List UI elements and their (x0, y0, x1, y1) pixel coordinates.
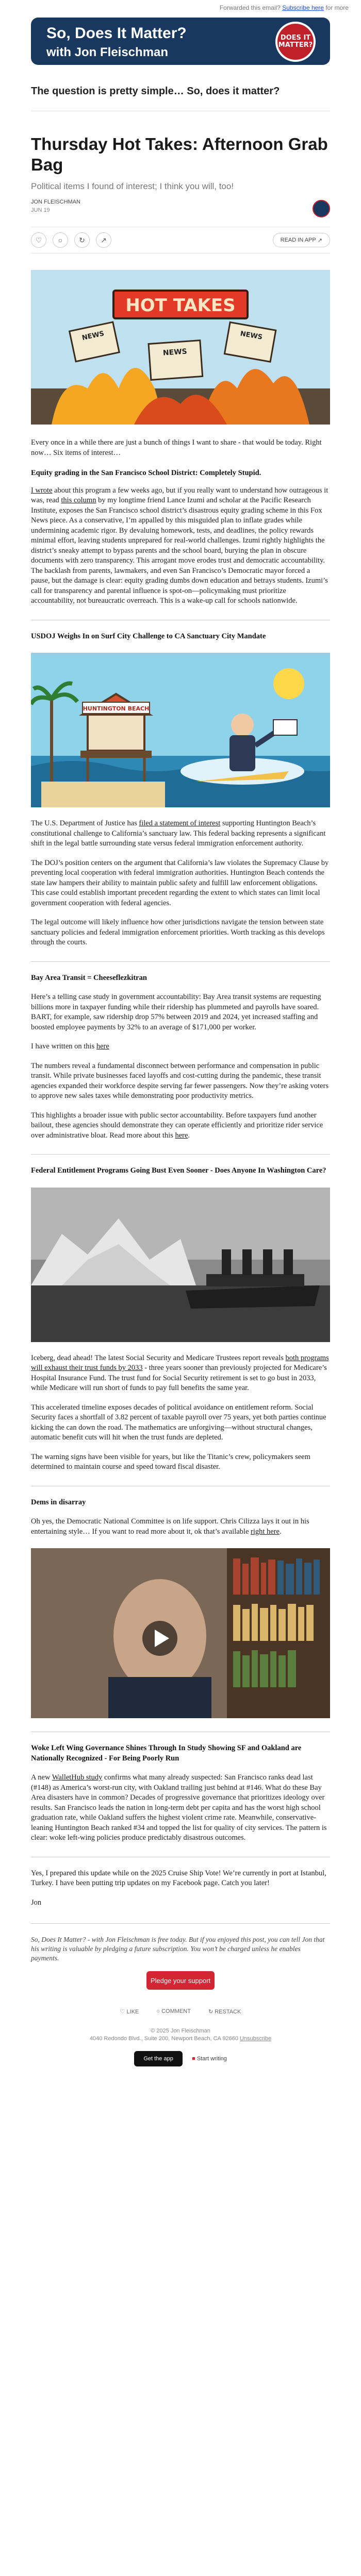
s6-p1-b: confirms what many already suspected: San Francisco ranks dead last (#148) as America’s worst-run city, with Oakland trailing just behind at #146. What do these Bay Area disasters have in common? Decades of progressive governance that prioritizes ideology over results. San Francisco leads the nation in long-term debt per capita and has the worst high school graduation rate, while Oakland suffers the highest violent crime rate. Meanwhile, conservative-leaning Huntington Beach ranked #34 and topped the list for quality of city services. The pattern is clear: woke left-wing policies produce predictably disastrous outcomes. (31, 1773, 327, 1842)
video-thumbnail[interactable] (31, 1548, 330, 1718)
iceberg-art (31, 1188, 330, 1342)
section-4-heading: Federal Entitlement Programs Going Bust Even Sooner - Does Anyone In Washington Care? (31, 1166, 326, 1175)
video-thumbnail-art (31, 1548, 330, 1718)
post-subtitle: Political items I found of interest; I think you will, too! (31, 181, 234, 191)
s3-p4-a: This highlights a broader issue with public sector accountability. Before taxpayers fund another bailout, these agencies should demonstrate they can operate efficiently and prioritize rider service over administrative bloat. Read more about this (31, 1111, 323, 1140)
pledge-note: So, Does It Matter? - with Jon Fleischman is free today. But if you enjoyed this post, you can tell Jon that his writing is valuable by pledging a future subscription. You won’t be charged unless he enables payments. (31, 1936, 325, 1962)
section-4-paragraph-1 (31, 1353, 330, 1394)
read-in-app-label: READ IN APP (280, 237, 316, 243)
brand-logo (275, 22, 316, 62)
footer-comment-button[interactable]: ○ COMMENT (156, 2008, 191, 2014)
section-divider (31, 961, 330, 962)
section-1-heading: Equity grading in the San Francisco School District: Completely Stupid. (31, 469, 261, 477)
s3-p2-a: I have written on this (31, 1042, 96, 1050)
s2-p1-a: The U.S. Department of Justice has (31, 819, 139, 827)
here-link-1[interactable]: here (96, 1042, 109, 1050)
restack-icon[interactable]: ↻ (74, 232, 90, 248)
wrote-link[interactable]: I wrote (31, 486, 53, 495)
section-5-heading: Dems in disarray (31, 1498, 86, 1506)
s3-p4-b: . (188, 1131, 190, 1140)
app-promo (0, 2051, 361, 2066)
section-4-paragraph-3: The warning signs have been visible for years, but like the Titanic’s crew, policymakers seem determined to maintain course and speed toward fiscal disaster. (31, 1452, 310, 1471)
section-1-paragraph (31, 486, 330, 606)
forward-tail: for more (325, 4, 349, 11)
this-column-link[interactable]: this column (61, 496, 96, 504)
read-in-app-button[interactable]: READ IN APP ↗ (273, 233, 330, 247)
pledge-button[interactable]: Pledge your support (146, 1971, 215, 1990)
copyright: © 2025 Jon Fleischman (151, 2028, 210, 2034)
huntington-art (31, 653, 330, 807)
s5-p1-a: Oh yes, the Democratic National Committee is on life support. Chris Cilizza lays it out in his entertaining style… If you want to read more about it, ok that’s available (31, 1517, 309, 1536)
news-label-2: NEWS (239, 330, 263, 342)
trust-funds-link[interactable]: both programs will exhaust their trust funds by 2033 (31, 1353, 329, 1372)
footer-restack-button[interactable]: ↻ RESTACK (208, 2009, 241, 2015)
footer-like-label: LIKE (126, 2009, 139, 2015)
start-writing-label: Start writing (196, 2056, 227, 2062)
here-link-2[interactable]: here (175, 1131, 188, 1140)
copyright-block (0, 2027, 361, 2043)
s6-p1-a: A new (31, 1773, 52, 1782)
get-the-app-button[interactable]: Get the app (134, 2051, 183, 2066)
post-actions-bar (31, 227, 330, 253)
footer-comment-label: COMMENT (161, 2008, 191, 2014)
closing-paragraph: Yes, I prepared this update while on the 2025 Cruise Ship Vote! We’re currently in port at Istanbul, Turkey. I have been putting trip updates on my Facebook page. Catch you later! (31, 1869, 326, 1887)
newsletter-banner[interactable] (31, 18, 330, 65)
section-6-paragraph (31, 1773, 330, 1843)
s5-p1-b: . (279, 1527, 282, 1536)
hot-takes-illustration (31, 270, 330, 425)
post-title[interactable]: Thursday Hot Takes: Afternoon Grab Bag (31, 134, 328, 174)
s1-rest: by my longtime friend Lance Izumi and scholar at the Pacific Research Institute, exposes the San Francisco school district’s disastrous equity grading scheme in this Fox News piece. As a conservative, I’m appalled by this misguided plan to inflate grades while undermining academic rigor. By devaluing homework, tests, and deadlines, the policy rewards minimal effort, leaving students unprepared for real-world challenges. Izumi rightly highlights the district’s sneaky attempt to bypass parents and the school board, burying the plan in obscure documents with zero transparency. This arrogant move erodes trust and democratic accountability. The backlash from parents, lawmakers, and even San Francisco’s Democratic mayor forced a pause, but the damage is clear: equity grading dumbs down education and betrays students. Izumi’s call for transparency and parental influence is spot-on—policymaking must prioritize accountability, not bureaucratic overreach. This is a wake-up call for schools nationwide. (31, 496, 328, 605)
address (0, 2035, 361, 2043)
hot-takes-sign-text: HOT TAKES (125, 295, 236, 316)
wallethub-link[interactable]: WalletHub study (52, 1773, 103, 1782)
section-2-paragraph-1 (31, 819, 330, 849)
footer-restack-label: RESTACK (215, 2009, 241, 2015)
huntington-beach-illustration (31, 653, 330, 807)
huntington-sign-text: HUNTINGTON BEACH (83, 705, 150, 712)
share-icon[interactable]: ↗ (96, 232, 111, 248)
brand-title: So, Does It Matter? (46, 25, 187, 42)
brand-subtitle: with Jon Fleischman (46, 45, 169, 59)
footer-actions (0, 2008, 361, 2015)
section-5-paragraph (31, 1517, 330, 1537)
hot-takes-art (31, 270, 330, 425)
news-label-3: NEWS (162, 347, 188, 358)
like-icon[interactable]: ♡ (31, 232, 46, 248)
news-label-1: NEWS (81, 330, 105, 342)
author-name[interactable]: JON FLEISCHMAN (31, 199, 80, 205)
unsubscribe-link[interactable]: Unsubscribe (239, 2036, 272, 2042)
iceberg-ship-image (31, 1188, 330, 1342)
statement-of-interest-link[interactable]: filed a statement of interest (139, 819, 221, 827)
forward-notice (0, 0, 361, 11)
section-divider (31, 1154, 330, 1155)
address-text: 4040 Redondo Blvd., Suite 200, Newport Beach, CA 92660 (89, 2036, 238, 2042)
section-2-paragraph-2: The DOJ’s position centers on the argument that California’s law violates the Supremacy Clause by preventing local cooperation with federal immigration authorities. Huntington Beach contends the state law hampers their ability to maintain public safety and fulfill law enforcement obligations. This case could establish important precedent regarding the extent to which states can limit local government cooperation with federal agencies. (31, 858, 329, 907)
logo-text-top: DOES IT (280, 34, 311, 42)
comment-icon[interactable]: ○ (53, 232, 68, 248)
section-3-paragraph-4 (31, 1111, 330, 1141)
footer-divider (31, 1923, 330, 1924)
signature: Jon (31, 1898, 42, 1907)
logo-text-bottom: MATTER? (278, 41, 313, 49)
section-4-paragraph-2: This accelerated timeline exposes decades of political avoidance on entitlement reform. Social Security faces a shortfall of 3.82 percent of taxable payroll over 75 years, yet both parties continue kicking the can down the road. The mathematics are unforgiving—without structural changes, automatic benefit cuts will hit when the trust funds are depleted. (31, 1403, 326, 1442)
byline (31, 199, 330, 222)
start-writing-link[interactable] (192, 2056, 227, 2062)
section-3-paragraph-1: Here’s a telling case study in government accountability: Bay Area transit systems are requesting billions more in taxpayer funding while their ridership has plummeted and payrolls have soared. BART, for example, saw ridership drop 57% between 2019 and 2024, yet increased staffing and boosted employee payments by 32% to an average of $171,000 per worker. (31, 993, 321, 1031)
subscribe-link[interactable]: Subscribe here (282, 4, 324, 11)
intro-paragraph: Every once in a while there are just a bunch of things I want to share - that would be today. Right now… Six items of interest… (31, 438, 322, 457)
s1-body: about this program a few weeks ago, but if you really want to understand how outrageous it was, read (31, 486, 329, 504)
tagline: The question is pretty simple… So, does it matter? (31, 86, 280, 97)
section-2-heading: USDOJ Weighs In on Surf City Challenge to CA Sanctuary City Mandate (31, 632, 266, 640)
section-3-paragraph-2 (31, 1042, 330, 1052)
section-3-heading: Bay Area Transit = Cheeseflezkitran (31, 973, 147, 982)
right-here-link[interactable]: right here (251, 1527, 280, 1536)
forward-text: Forwarded this email? (219, 4, 281, 11)
s4-p1-a: Iceberg, dead ahead! The latest Social Security and Medicare Trustees report reveals (31, 1353, 286, 1362)
s2-p1-b: supporting Huntington Beach’s constitutional challenge to California’s sanctuary law. This federal backing represents a significant shift in the legal battle surrounding state versus federal immigration enforcement authority. (31, 819, 326, 848)
author-avatar[interactable] (313, 200, 330, 217)
section-3-paragraph-3: The numbers reveal a fundamental disconnect between performance and compensation in public transit. While private businesses faced layoffs and cost-cutting during the pandemic, these transit agencies expanded their workforce despite serving far fewer passengers. Now they’re asking voters to approve new sales taxes while demonstrating poor productivity metrics. (31, 1061, 329, 1100)
section-2-paragraph-3: The legal outcome will likely influence how other jurisdictions navigate the tension between state sanctuary policies and federal immigration enforcement priorities. Worth tracking as this develops through the courts. (31, 918, 325, 946)
post-date: JUN 19 (31, 207, 50, 213)
footer-like-button[interactable]: ♡ LIKE (120, 2009, 139, 2015)
section-6-heading: Woke Left Wing Governance Shines Through In Study Showing SF and Oakland are Nationally Recognized - For Being Poorly Run (31, 1744, 302, 1762)
substack-icon: ■ (192, 2056, 195, 2062)
s4-p1-b: - three years sooner than previously projected for Medicare’s Hospital Insurance Fund. The trust fund for Social Security retirement is set to go bust in 2033, while Medicare will run short of funds to pay full benefits the same year. (31, 1364, 327, 1392)
